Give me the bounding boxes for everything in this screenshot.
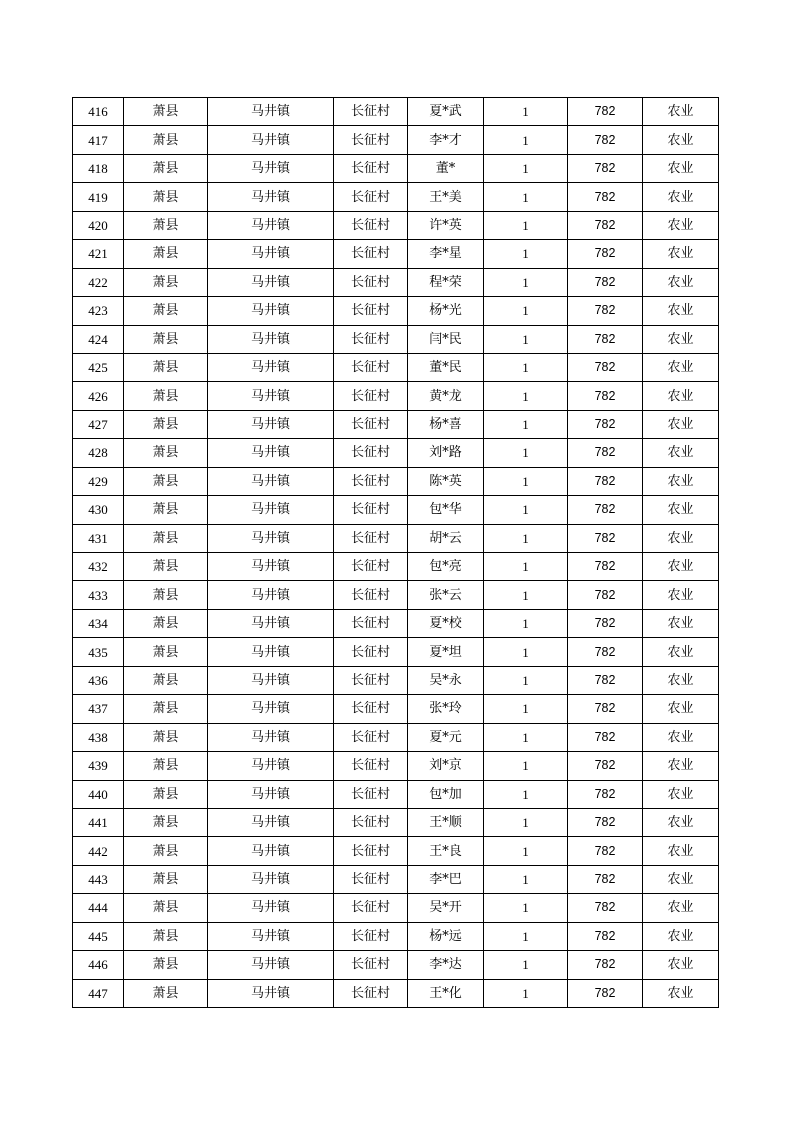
name-cell: 李*星 <box>408 240 484 268</box>
county-cell: 萧县 <box>124 638 208 666</box>
category-cell: 农业 <box>643 780 719 808</box>
count-cell: 1 <box>484 951 568 979</box>
table-row <box>73 211 719 239</box>
category-cell: 农业 <box>643 126 719 154</box>
category-cell: 农业 <box>643 695 719 723</box>
name-cell: 包*加 <box>408 780 484 808</box>
name-cell: 张*玲 <box>408 695 484 723</box>
village-cell: 长征村 <box>334 581 408 609</box>
county-cell: 萧县 <box>124 98 208 126</box>
town-cell: 马井镇 <box>208 695 334 723</box>
row-number-cell: 421 <box>73 240 124 268</box>
town-cell: 马井镇 <box>208 922 334 950</box>
county-cell: 萧县 <box>124 126 208 154</box>
amount-cell: 782 <box>568 553 643 581</box>
row-number-cell: 440 <box>73 780 124 808</box>
town-cell: 马井镇 <box>208 979 334 1007</box>
village-cell: 长征村 <box>334 638 408 666</box>
count-cell: 1 <box>484 581 568 609</box>
name-cell: 李*才 <box>408 126 484 154</box>
row-number-cell: 445 <box>73 922 124 950</box>
amount-cell: 782 <box>568 325 643 353</box>
name-cell: 王*化 <box>408 979 484 1007</box>
county-cell: 萧县 <box>124 353 208 381</box>
village-cell: 长征村 <box>334 467 408 495</box>
town-cell: 马井镇 <box>208 268 334 296</box>
name-cell: 刘*京 <box>408 752 484 780</box>
town-cell: 马井镇 <box>208 894 334 922</box>
village-cell: 长征村 <box>334 979 408 1007</box>
name-cell: 胡*云 <box>408 524 484 552</box>
count-cell: 1 <box>484 268 568 296</box>
row-number-cell: 444 <box>73 894 124 922</box>
table-row <box>73 609 719 637</box>
count-cell: 1 <box>484 780 568 808</box>
row-number-cell: 436 <box>73 666 124 694</box>
county-cell: 萧县 <box>124 297 208 325</box>
county-cell: 萧县 <box>124 268 208 296</box>
amount-cell: 782 <box>568 695 643 723</box>
category-cell: 农业 <box>643 638 719 666</box>
roster-table <box>72 97 719 1008</box>
village-cell: 长征村 <box>334 837 408 865</box>
count-cell: 1 <box>484 865 568 893</box>
county-cell: 萧县 <box>124 439 208 467</box>
county-cell: 萧县 <box>124 808 208 836</box>
count-cell: 1 <box>484 353 568 381</box>
table-row <box>73 439 719 467</box>
table-row <box>73 638 719 666</box>
town-cell: 马井镇 <box>208 865 334 893</box>
category-cell: 农业 <box>643 723 719 751</box>
count-cell: 1 <box>484 183 568 211</box>
count-cell: 1 <box>484 297 568 325</box>
row-number-cell: 441 <box>73 808 124 836</box>
category-cell: 农业 <box>643 154 719 182</box>
table-row <box>73 695 719 723</box>
name-cell: 王*顺 <box>408 808 484 836</box>
town-cell: 马井镇 <box>208 553 334 581</box>
row-number-cell: 428 <box>73 439 124 467</box>
amount-cell: 782 <box>568 894 643 922</box>
village-cell: 长征村 <box>334 951 408 979</box>
town-cell: 马井镇 <box>208 154 334 182</box>
table-row <box>73 382 719 410</box>
row-number-cell: 443 <box>73 865 124 893</box>
table-row <box>73 553 719 581</box>
town-cell: 马井镇 <box>208 837 334 865</box>
amount-cell: 782 <box>568 353 643 381</box>
county-cell: 萧县 <box>124 865 208 893</box>
town-cell: 马井镇 <box>208 183 334 211</box>
amount-cell: 782 <box>568 382 643 410</box>
count-cell: 1 <box>484 98 568 126</box>
village-cell: 长征村 <box>334 808 408 836</box>
town-cell: 马井镇 <box>208 325 334 353</box>
row-number-cell: 427 <box>73 410 124 438</box>
amount-cell: 782 <box>568 808 643 836</box>
count-cell: 1 <box>484 695 568 723</box>
category-cell: 农业 <box>643 353 719 381</box>
count-cell: 1 <box>484 154 568 182</box>
name-cell: 吴*永 <box>408 666 484 694</box>
row-number-cell: 418 <box>73 154 124 182</box>
village-cell: 长征村 <box>334 126 408 154</box>
village-cell: 长征村 <box>334 154 408 182</box>
county-cell: 萧县 <box>124 410 208 438</box>
name-cell: 李*达 <box>408 951 484 979</box>
town-cell: 马井镇 <box>208 467 334 495</box>
village-cell: 长征村 <box>334 524 408 552</box>
row-number-cell: 434 <box>73 609 124 637</box>
row-number-cell: 435 <box>73 638 124 666</box>
name-cell: 刘*路 <box>408 439 484 467</box>
village-cell: 长征村 <box>334 695 408 723</box>
village-cell: 长征村 <box>334 780 408 808</box>
name-cell: 李*巴 <box>408 865 484 893</box>
amount-cell: 782 <box>568 609 643 637</box>
amount-cell: 782 <box>568 211 643 239</box>
row-number-cell: 432 <box>73 553 124 581</box>
count-cell: 1 <box>484 922 568 950</box>
amount-cell: 782 <box>568 268 643 296</box>
category-cell: 农业 <box>643 439 719 467</box>
category-cell: 农业 <box>643 98 719 126</box>
count-cell: 1 <box>484 211 568 239</box>
table-row <box>73 154 719 182</box>
count-cell: 1 <box>484 524 568 552</box>
category-cell: 农业 <box>643 752 719 780</box>
row-number-cell: 430 <box>73 496 124 524</box>
village-cell: 长征村 <box>334 496 408 524</box>
name-cell: 夏*坦 <box>408 638 484 666</box>
count-cell: 1 <box>484 894 568 922</box>
category-cell: 农业 <box>643 808 719 836</box>
name-cell: 包*亮 <box>408 553 484 581</box>
category-cell: 农业 <box>643 240 719 268</box>
village-cell: 长征村 <box>334 609 408 637</box>
amount-cell: 782 <box>568 666 643 694</box>
category-cell: 农业 <box>643 609 719 637</box>
county-cell: 萧县 <box>124 609 208 637</box>
county-cell: 萧县 <box>124 780 208 808</box>
village-cell: 长征村 <box>334 382 408 410</box>
name-cell: 许*英 <box>408 211 484 239</box>
village-cell: 长征村 <box>334 894 408 922</box>
count-cell: 1 <box>484 126 568 154</box>
amount-cell: 782 <box>568 410 643 438</box>
table-row <box>73 666 719 694</box>
village-cell: 长征村 <box>334 183 408 211</box>
amount-cell: 782 <box>568 439 643 467</box>
name-cell: 包*华 <box>408 496 484 524</box>
village-cell: 长征村 <box>334 553 408 581</box>
town-cell: 马井镇 <box>208 808 334 836</box>
village-cell: 长征村 <box>334 297 408 325</box>
count-cell: 1 <box>484 382 568 410</box>
table-row <box>73 410 719 438</box>
amount-cell: 782 <box>568 951 643 979</box>
town-cell: 马井镇 <box>208 780 334 808</box>
count-cell: 1 <box>484 553 568 581</box>
village-cell: 长征村 <box>334 353 408 381</box>
table-row <box>73 837 719 865</box>
table-row <box>73 524 719 552</box>
amount-cell: 782 <box>568 922 643 950</box>
county-cell: 萧县 <box>124 211 208 239</box>
table-row <box>73 240 719 268</box>
village-cell: 长征村 <box>334 240 408 268</box>
count-cell: 1 <box>484 638 568 666</box>
county-cell: 萧县 <box>124 154 208 182</box>
county-cell: 萧县 <box>124 666 208 694</box>
table-row <box>73 894 719 922</box>
town-cell: 马井镇 <box>208 382 334 410</box>
town-cell: 马井镇 <box>208 666 334 694</box>
town-cell: 马井镇 <box>208 524 334 552</box>
row-number-cell: 442 <box>73 837 124 865</box>
row-number-cell: 431 <box>73 524 124 552</box>
name-cell: 杨*远 <box>408 922 484 950</box>
table-row <box>73 98 719 126</box>
village-cell: 长征村 <box>334 98 408 126</box>
amount-cell: 782 <box>568 467 643 495</box>
row-number-cell: 433 <box>73 581 124 609</box>
category-cell: 农业 <box>643 467 719 495</box>
category-cell: 农业 <box>643 211 719 239</box>
count-cell: 1 <box>484 808 568 836</box>
amount-cell: 782 <box>568 865 643 893</box>
town-cell: 马井镇 <box>208 609 334 637</box>
name-cell: 程*荣 <box>408 268 484 296</box>
amount-cell: 782 <box>568 240 643 268</box>
amount-cell: 782 <box>568 496 643 524</box>
town-cell: 马井镇 <box>208 353 334 381</box>
county-cell: 萧县 <box>124 496 208 524</box>
amount-cell: 782 <box>568 297 643 325</box>
village-cell: 长征村 <box>334 211 408 239</box>
row-number-cell: 439 <box>73 752 124 780</box>
count-cell: 1 <box>484 439 568 467</box>
count-cell: 1 <box>484 240 568 268</box>
name-cell: 陈*英 <box>408 467 484 495</box>
town-cell: 马井镇 <box>208 240 334 268</box>
name-cell: 夏*元 <box>408 723 484 751</box>
table-row <box>73 297 719 325</box>
table-row <box>73 979 719 1007</box>
category-cell: 农业 <box>643 297 719 325</box>
village-cell: 长征村 <box>334 325 408 353</box>
row-number-cell: 416 <box>73 98 124 126</box>
county-cell: 萧县 <box>124 382 208 410</box>
row-number-cell: 425 <box>73 353 124 381</box>
amount-cell: 782 <box>568 183 643 211</box>
county-cell: 萧县 <box>124 922 208 950</box>
amount-cell: 782 <box>568 723 643 751</box>
village-cell: 长征村 <box>334 752 408 780</box>
category-cell: 农业 <box>643 382 719 410</box>
count-cell: 1 <box>484 467 568 495</box>
table-row <box>73 353 719 381</box>
amount-cell: 782 <box>568 154 643 182</box>
town-cell: 马井镇 <box>208 126 334 154</box>
row-number-cell: 447 <box>73 979 124 1007</box>
amount-cell: 782 <box>568 979 643 1007</box>
category-cell: 农业 <box>643 183 719 211</box>
county-cell: 萧县 <box>124 467 208 495</box>
county-cell: 萧县 <box>124 951 208 979</box>
category-cell: 农业 <box>643 922 719 950</box>
amount-cell: 782 <box>568 126 643 154</box>
row-number-cell: 438 <box>73 723 124 751</box>
category-cell: 农业 <box>643 553 719 581</box>
category-cell: 农业 <box>643 865 719 893</box>
table-row <box>73 268 719 296</box>
name-cell: 王*良 <box>408 837 484 865</box>
count-cell: 1 <box>484 410 568 438</box>
amount-cell: 782 <box>568 524 643 552</box>
amount-cell: 782 <box>568 752 643 780</box>
count-cell: 1 <box>484 666 568 694</box>
name-cell: 董*民 <box>408 353 484 381</box>
category-cell: 农业 <box>643 268 719 296</box>
row-number-cell: 417 <box>73 126 124 154</box>
name-cell: 闫*民 <box>408 325 484 353</box>
town-cell: 马井镇 <box>208 439 334 467</box>
category-cell: 农业 <box>643 837 719 865</box>
county-cell: 萧县 <box>124 894 208 922</box>
amount-cell: 782 <box>568 638 643 666</box>
table-row <box>73 951 719 979</box>
village-cell: 长征村 <box>334 723 408 751</box>
table-row <box>73 496 719 524</box>
town-cell: 马井镇 <box>208 723 334 751</box>
table-row <box>73 581 719 609</box>
table-row <box>73 922 719 950</box>
table-row <box>73 325 719 353</box>
row-number-cell: 426 <box>73 382 124 410</box>
count-cell: 1 <box>484 609 568 637</box>
county-cell: 萧县 <box>124 837 208 865</box>
count-cell: 1 <box>484 837 568 865</box>
name-cell: 王*美 <box>408 183 484 211</box>
category-cell: 农业 <box>643 581 719 609</box>
count-cell: 1 <box>484 325 568 353</box>
county-cell: 萧县 <box>124 524 208 552</box>
row-number-cell: 424 <box>73 325 124 353</box>
table-row <box>73 752 719 780</box>
village-cell: 长征村 <box>334 410 408 438</box>
town-cell: 马井镇 <box>208 496 334 524</box>
village-cell: 长征村 <box>334 865 408 893</box>
village-cell: 长征村 <box>334 666 408 694</box>
amount-cell: 782 <box>568 780 643 808</box>
table-row <box>73 780 719 808</box>
county-cell: 萧县 <box>124 723 208 751</box>
county-cell: 萧县 <box>124 581 208 609</box>
table-row <box>73 865 719 893</box>
town-cell: 马井镇 <box>208 581 334 609</box>
table-row <box>73 183 719 211</box>
row-number-cell: 419 <box>73 183 124 211</box>
count-cell: 1 <box>484 496 568 524</box>
table-row <box>73 808 719 836</box>
name-cell: 夏*武 <box>408 98 484 126</box>
category-cell: 农业 <box>643 410 719 438</box>
town-cell: 马井镇 <box>208 638 334 666</box>
county-cell: 萧县 <box>124 752 208 780</box>
name-cell: 张*云 <box>408 581 484 609</box>
table-row <box>73 126 719 154</box>
category-cell: 农业 <box>643 979 719 1007</box>
name-cell: 吴*开 <box>408 894 484 922</box>
row-number-cell: 446 <box>73 951 124 979</box>
name-cell: 杨*光 <box>408 297 484 325</box>
row-number-cell: 420 <box>73 211 124 239</box>
table-row <box>73 467 719 495</box>
town-cell: 马井镇 <box>208 211 334 239</box>
category-cell: 农业 <box>643 524 719 552</box>
name-cell: 董* <box>408 154 484 182</box>
category-cell: 农业 <box>643 894 719 922</box>
county-cell: 萧县 <box>124 553 208 581</box>
amount-cell: 782 <box>568 581 643 609</box>
category-cell: 农业 <box>643 325 719 353</box>
name-cell: 杨*喜 <box>408 410 484 438</box>
county-cell: 萧县 <box>124 183 208 211</box>
table-body <box>73 98 719 1008</box>
county-cell: 萧县 <box>124 695 208 723</box>
village-cell: 长征村 <box>334 268 408 296</box>
row-number-cell: 437 <box>73 695 124 723</box>
count-cell: 1 <box>484 752 568 780</box>
name-cell: 夏*校 <box>408 609 484 637</box>
row-number-cell: 422 <box>73 268 124 296</box>
category-cell: 农业 <box>643 666 719 694</box>
county-cell: 萧县 <box>124 240 208 268</box>
count-cell: 1 <box>484 979 568 1007</box>
row-number-cell: 423 <box>73 297 124 325</box>
county-cell: 萧县 <box>124 979 208 1007</box>
name-cell: 黄*龙 <box>408 382 484 410</box>
table-row <box>73 723 719 751</box>
count-cell: 1 <box>484 723 568 751</box>
village-cell: 长征村 <box>334 922 408 950</box>
town-cell: 马井镇 <box>208 410 334 438</box>
row-number-cell: 429 <box>73 467 124 495</box>
category-cell: 农业 <box>643 951 719 979</box>
category-cell: 农业 <box>643 496 719 524</box>
town-cell: 马井镇 <box>208 752 334 780</box>
village-cell: 长征村 <box>334 439 408 467</box>
amount-cell: 782 <box>568 98 643 126</box>
town-cell: 马井镇 <box>208 297 334 325</box>
county-cell: 萧县 <box>124 325 208 353</box>
town-cell: 马井镇 <box>208 98 334 126</box>
town-cell: 马井镇 <box>208 951 334 979</box>
amount-cell: 782 <box>568 837 643 865</box>
